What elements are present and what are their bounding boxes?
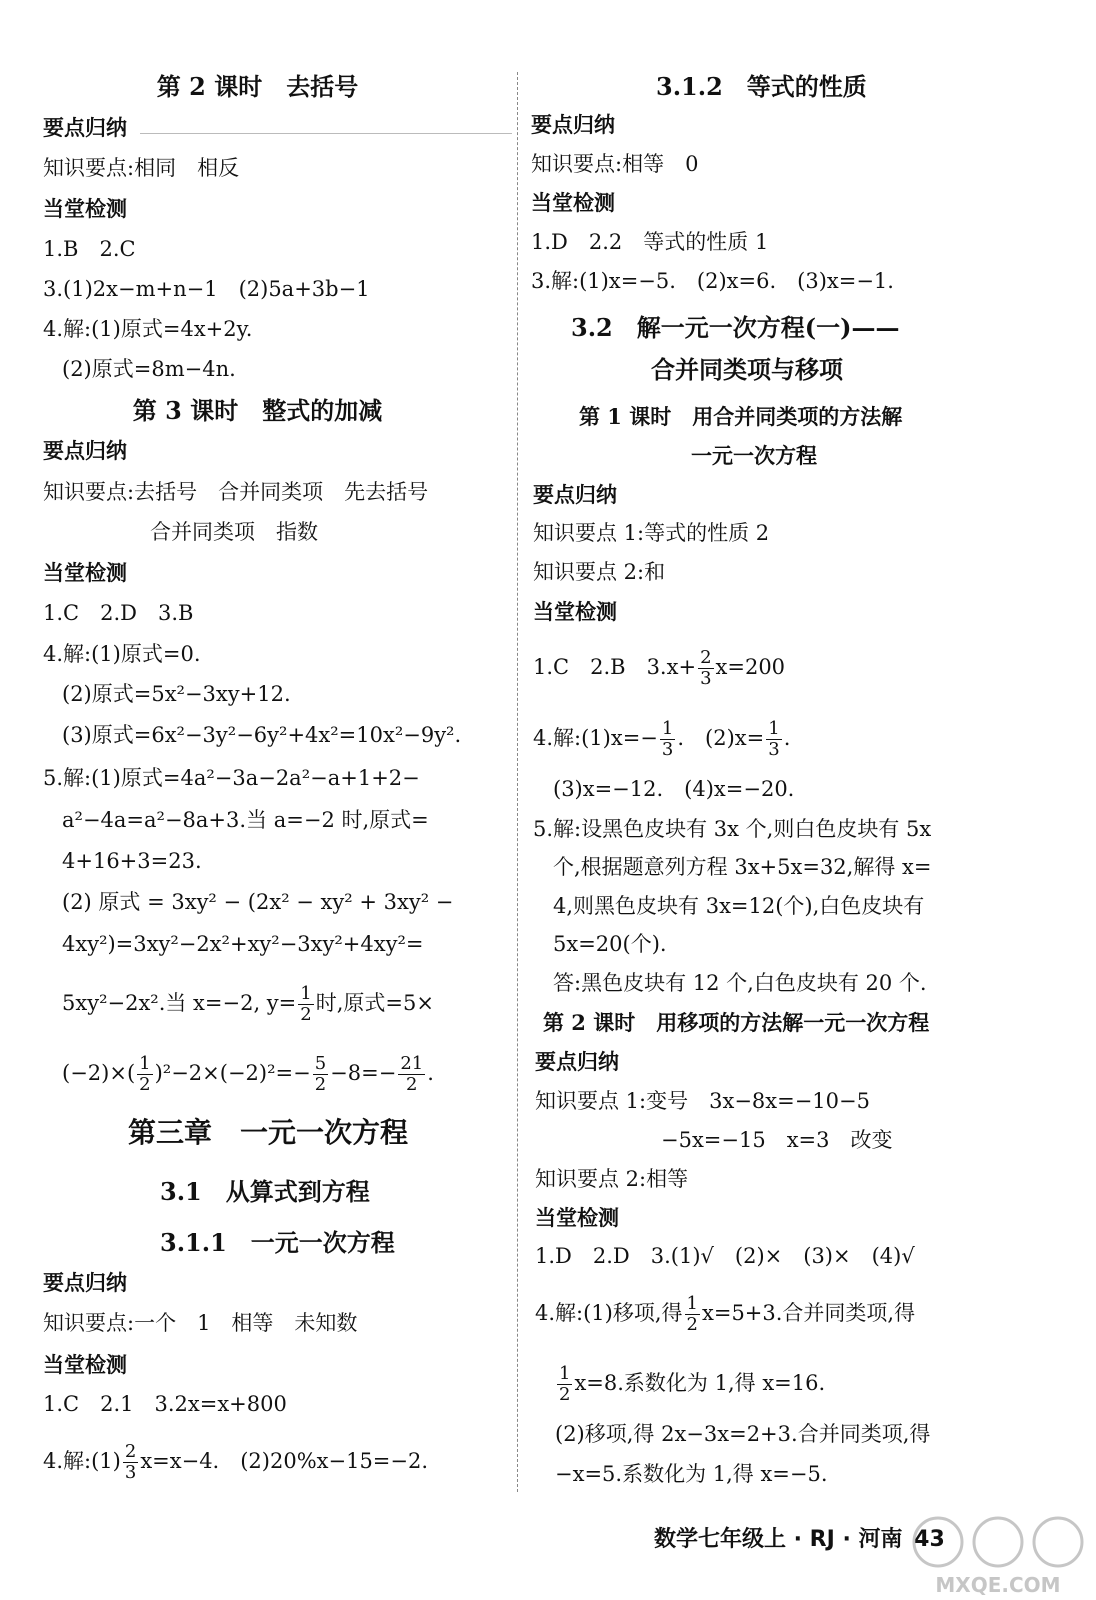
- fraction-twentyone-halves: $\frac{21}{2}$: [400, 1053, 424, 1095]
- page-footer: [654, 1522, 945, 1553]
- answer-line: a²−4a=a²−8a+3.当 a=−2 时,原式=: [62, 808, 429, 832]
- knowledge-point: 知识要点:一个 1 相等 未知数: [43, 1311, 358, 1335]
- fraction-one-third: $\frac{1}{3}$: [661, 718, 674, 760]
- lesson1-heading-continued: 一元一次方程: [691, 443, 817, 468]
- answer-line: 3.解:(1)x=−5. (2)x=6. (3)x=−1.: [531, 269, 894, 293]
- watermark-logo: [904, 1512, 1092, 1600]
- answer-line: 5.解:设黑色皮块有 3x 个,则白色皮块有 5x: [533, 817, 932, 841]
- knowledge-point: 知识要点 2:相等: [535, 1167, 689, 1191]
- answer-line: 1.C 2.D 3.B: [43, 601, 194, 625]
- answer-line: 1.C 2.1 3.2x=x+800: [43, 1392, 287, 1416]
- answer-line: 4xy²)=3xy²−2x²+xy²−3xy²+4xy²=: [62, 932, 424, 956]
- answer-line: 4.解:(1)原式=0.: [43, 642, 201, 666]
- knowledge-point: 知识要点:相同 相反: [43, 156, 240, 180]
- subsection-title: 3.1.2 等式的性质: [656, 72, 867, 101]
- fraction-one-third: $\frac{1}{3}$: [768, 718, 780, 760]
- answer-line: −x=5.系数化为 1,得 x=−5.: [555, 1462, 828, 1486]
- section-label-dangtang: 当堂检测: [533, 599, 617, 624]
- fraction-one-half: $\frac{1}{2}$: [300, 983, 312, 1025]
- footer-book-title: 数学七年级上 · RJ · 河南: [654, 1527, 903, 1552]
- answer-line-with-fraction: 4.解:(1)x=− $\frac{1}{3}$ . (2)x= $\frac{1}{3}$ .: [533, 718, 791, 760]
- knowledge-point: 知识要点 1:等式的性质 2: [533, 521, 770, 545]
- knowledge-point: 知识要点:相等 0: [531, 152, 699, 176]
- section-label-yaodian: 要点归纳: [535, 1049, 619, 1074]
- answer-line: (2) 原式 = 3xy² − (2x² − xy² + 3xy² −: [62, 890, 454, 914]
- fraction-two-thirds: $\frac{2}{3}$: [700, 647, 712, 689]
- knowledge-point: 合并同类项 指数: [150, 520, 318, 544]
- page-number: 43: [914, 1527, 945, 1552]
- section-label-dangtang: 当堂检测: [43, 560, 127, 585]
- answer-line-with-fraction: 4.解:(1)移项,得 $\frac{1}{2}$ x=5+3.合并同类项,得: [535, 1293, 916, 1335]
- fraction-five-halves: $\frac{5}{2}$: [314, 1053, 327, 1095]
- lesson2-heading: 第 2 课时 用移项的方法解一元一次方程: [543, 1010, 930, 1035]
- fraction-one-half: $\frac{1}{2}$: [559, 1363, 571, 1405]
- knowledge-point: 知识要点 2:和: [533, 560, 666, 584]
- chapter-title: 第三章 一元一次方程: [128, 1116, 409, 1149]
- answer-line: 1.B 2.C: [43, 237, 136, 261]
- fraction-two-thirds: $\frac{2}{3}$: [124, 1441, 137, 1483]
- knowledge-point: 知识要点 1:变号 3x−8x=−10−5: [535, 1089, 870, 1113]
- section-label-yaodian: 要点归纳: [43, 1270, 127, 1295]
- answer-line: 1.D 2.2 等式的性质 1: [531, 230, 769, 254]
- answer-line-with-fraction: (−2)×( $\frac{1}{2}$ )²−2×(−2)²=− $\frac{5}{2}$ −8=− $\frac{21}{2}$ .: [62, 1053, 434, 1095]
- column-divider: [517, 72, 518, 1492]
- section-title: 3.2 解一元一次方程(一)——: [571, 313, 900, 342]
- answer-line: 5x=20(个).: [553, 932, 667, 956]
- answer-line: (3)x=−12. (4)x=−20.: [553, 777, 795, 801]
- lesson3-heading: 第 3 课时 整式的加减: [132, 396, 383, 425]
- section-label-dangtang: 当堂检测: [535, 1205, 619, 1230]
- subsection-title: 3.1.1 一元一次方程: [160, 1228, 395, 1257]
- answer-line-with-fraction: 1.C 2.B 3.x+ $\frac{2}{3}$ x=200: [533, 647, 786, 689]
- answer-line: 3.(1)2x−m+n−1 (2)5a+3b−1: [43, 277, 370, 301]
- section-label-yaodian: 要点归纳: [531, 112, 615, 137]
- answer-line: 1.D 2.D 3.(1)√ (2)× (3)× (4)√: [535, 1244, 915, 1268]
- section-label-yaodian: 要点归纳: [43, 438, 127, 463]
- answer-line: 4.解:(1)原式=4x+2y.: [43, 317, 253, 341]
- section-title: 3.1 从算式到方程: [160, 1177, 370, 1206]
- knowledge-point: 知识要点:去括号 合并同类项 先去括号: [43, 480, 429, 504]
- lesson1-heading: 第 1 课时 用合并同类项的方法解: [579, 404, 903, 429]
- knowledge-point: −5x=−15 x=3 改变: [661, 1128, 893, 1152]
- section-label-yaodian: 要点归纳: [43, 115, 127, 140]
- answer-line: 答:黑色皮块有 12 个,白色皮块有 20 个.: [553, 971, 927, 995]
- answer-line-with-fraction: 5xy²−2x².当 x=−2, y= $\frac{1}{2}$ 时,原式=5×: [62, 983, 434, 1025]
- answer-line: 4+16+3=23.: [62, 849, 202, 873]
- answer-line: (2)原式=8m−4n.: [62, 357, 236, 381]
- section-label-yaodian: 要点归纳: [533, 482, 617, 507]
- lesson2-heading: 第 2 课时 去括号: [156, 72, 359, 101]
- answer-line-with-fraction: $\frac{1}{2}$ x=8.系数化为 1,得 x=16.: [559, 1363, 826, 1405]
- section-title-continued: 合并同类项与移项: [651, 355, 843, 384]
- fraction-one-half: $\frac{1}{2}$: [686, 1293, 698, 1335]
- fraction-one-half: $\frac{1}{2}$: [139, 1053, 151, 1095]
- svg-text:MXQE.COM: MXQE.COM: [935, 1573, 1061, 1597]
- section-label-dangtang: 当堂检测: [43, 196, 127, 221]
- answer-line: 5.解:(1)原式=4a²−3a−2a²−a+1+2−: [43, 766, 420, 790]
- answer-line: (2)移项,得 2x−3x=2+3.合并同类项,得: [555, 1422, 931, 1446]
- answer-line: 4,则黑色皮块有 3x=12(个),白色皮块有: [553, 894, 925, 918]
- section-label-dangtang: 当堂检测: [43, 1352, 127, 1377]
- answer-line: 个,根据题意列方程 3x+5x=32,解得 x=: [553, 855, 932, 879]
- answer-line-with-fraction: 4.解:(1) $\frac{2}{3}$ x=x−4. (2)20%x−15=−2.: [43, 1441, 429, 1483]
- underline-rule: [140, 133, 512, 134]
- answer-line: (3)原式=6x²−3y²−6y²+4x²=10x²−9y².: [62, 723, 462, 747]
- answer-line: (2)原式=5x²−3xy+12.: [62, 682, 291, 706]
- section-label-dangtang: 当堂检测: [531, 190, 615, 215]
